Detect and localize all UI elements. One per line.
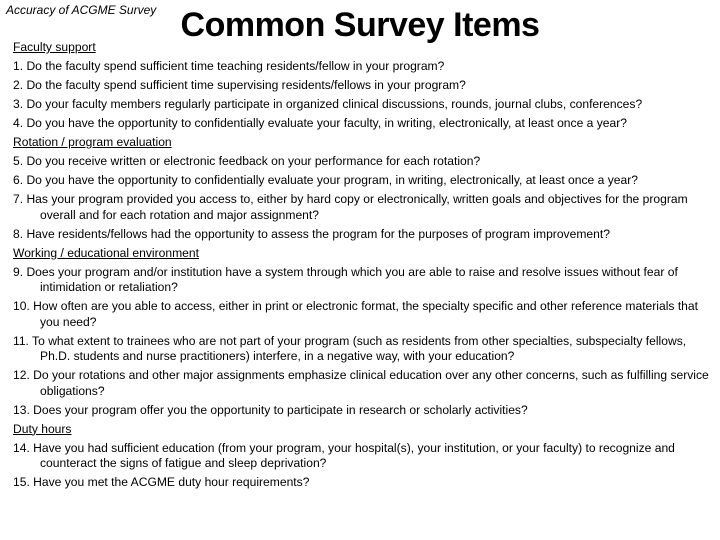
survey-item: 6. Do you have the opportunity to confidentially evaluate your program, in writing, electronically, at least once a year? — [13, 173, 638, 187]
survey-item: 3. Do your faculty members regularly participate in organized clinical discussions, rounds, journal clubs, conferences? — [13, 97, 643, 111]
survey-item: 7. Has your program provided you access to, either by hard copy or electronically, written goals and objectives for the program overall and for each rotation and major assignment? — [13, 192, 688, 222]
survey-item: 10. How often are you able to access, either in print or electronic format, the specialty specific and other reference materials that you need? — [13, 299, 698, 329]
corner-label: Accuracy of ACGME Survey — [6, 3, 157, 17]
survey-item: 13. Does your program offer you the opportunity to participate in research or scholarly activities? — [13, 402, 528, 417]
survey-item: 1. Do the faculty spend sufficient time teaching residents/fellow in your program? — [13, 59, 445, 73]
survey-item: 9. Does your program and/or institution have a system through which you are able to raise and resolve issues without fear of intimidation or retaliation? — [13, 264, 678, 294]
page-title: Common Survey Items — [180, 6, 540, 44]
survey-item: 11. To what extent to trainees who are not part of your program (such as residents from other specialties, subspecialty fellows, Ph.D. students and nurse practitioners) interfere, in a negative way, with your education? — [13, 333, 687, 363]
survey-content — [13, 40, 713, 494]
section-heading-duty-hours: Duty hours — [13, 421, 72, 436]
survey-item: 8. Have residents/fellows had the opportunity to assess the program for the purposes of program improvement? — [13, 226, 610, 241]
section-heading-rotation-evaluation: Rotation / program evaluation — [13, 135, 172, 149]
survey-item: 5. Do you receive written or electronic feedback on your performance for each rotation? — [13, 154, 481, 168]
survey-item: 15. Have you met the ACGME duty hour requirements? — [13, 475, 310, 489]
section-heading-faculty-support: Faculty support — [13, 40, 96, 54]
section-heading-working-environment: Working / educational environment — [13, 245, 199, 260]
survey-item: 12. Do your rotations and other major assignments emphasize clinical education over any other concerns, such as fulfilling service obligations? — [13, 368, 709, 398]
survey-item: 2. Do the faculty spend sufficient time supervising residents/fellows in your program? — [13, 78, 466, 92]
survey-item: 14. Have you had sufficient education (from your program, your hospital(s), your institution, or your faculty) to recognize and counteract the signs of fatigue and sleep deprivation? — [13, 440, 675, 470]
survey-item: 4. Do you have the opportunity to confidentially evaluate your faculty, in writing, electronically, at least once a year? — [13, 116, 627, 130]
